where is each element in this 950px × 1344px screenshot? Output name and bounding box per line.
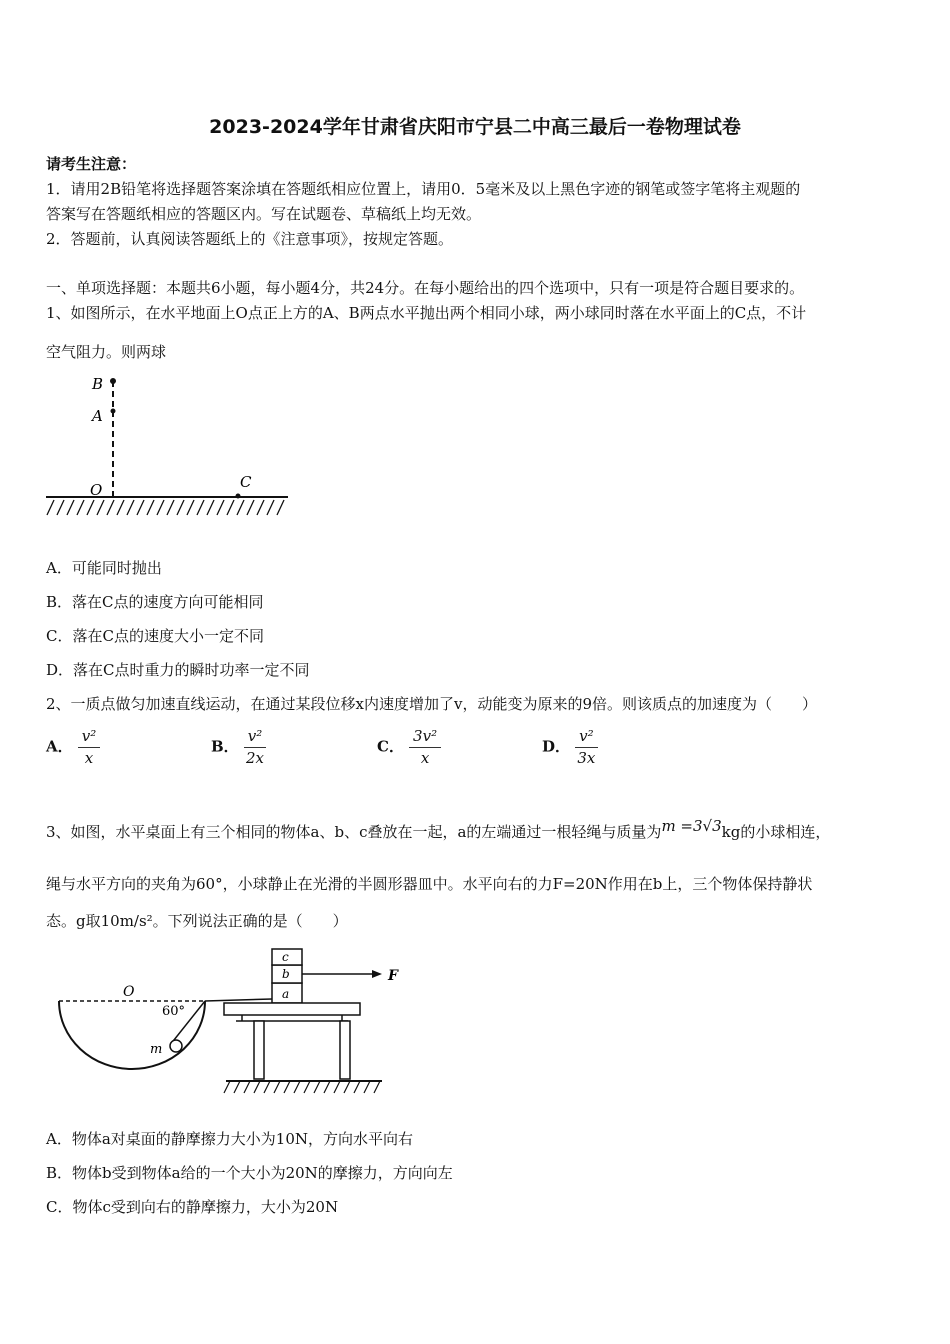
q3-stem-line-1 [46, 817, 831, 842]
q1-label-a: A [92, 407, 103, 425]
q1-option-c: C．落在C点的速度大小一定不同 [46, 627, 264, 645]
q2-option-d-numerator: v² [575, 728, 598, 748]
q3-stem-line-1-end: kg的小球相连， [721, 823, 831, 841]
q2-option-a-denominator: x [84, 748, 94, 767]
q2-option-c [377, 728, 441, 766]
q1-stem-line-2: 空气阻力。则两球 [46, 343, 167, 361]
q3-label-o: O [123, 984, 135, 1000]
q1-stem-line-1: 1、如图所示，在水平地面上O点正上方的A、B两点水平抛出两个相同小球，两小球同时落在水平面上的C点，不计 [46, 304, 807, 322]
q2-option-a-label: A． [46, 737, 73, 756]
section-heading: 一、单项选择题：本题共6小题，每小题4分，共24分。在每小题给出的四个选项中，只有一项是符合题目要求的。 [46, 279, 805, 297]
notice-line-3: 2．答题前，认真阅读答题纸上的《注意事项》，按规定答题。 [46, 230, 454, 248]
q1-label-o: O [90, 481, 103, 499]
page-title: 2023-2024学年甘肃省庆阳市宁县二中高三最后一卷物理试卷 [209, 116, 741, 138]
q3-table-bowl-figure [50, 945, 420, 1105]
q2-option-d [542, 728, 598, 766]
q1-option-b: B．落在C点的速度方向可能相同 [46, 593, 264, 611]
q2-option-b [211, 728, 266, 766]
q1-projectile-figure [40, 365, 300, 525]
q3-label-b: b [282, 967, 290, 981]
q3-label-a: a [282, 987, 290, 1001]
notice-line-1: 1．请用2B铅笔将选择题答案涂填在答题纸相应位置上，请用0．5毫米及以上黑色字迹的钢笔或签字笔将主观题的 [46, 180, 801, 198]
q3-stem-line-3: 态。g取10m/s²。下列说法正确的是（ ） [46, 912, 348, 930]
q2-option-b-label: B． [211, 737, 239, 756]
q1-option-d: D．落在C点时重力的瞬时功率一定不同 [46, 661, 310, 679]
q3-option-c: C．物体c受到向右的静摩擦力，大小为20N [46, 1198, 339, 1216]
q3-stem-line-1-start: 3、如图，水平桌面上有三个相同的物体a、b、c叠放在一起，a的左端通过一根轻绳与质量为 [46, 823, 662, 841]
q2-option-a-fraction [78, 728, 101, 766]
q3-option-a: A．物体a对桌面的静摩擦力大小为10N，方向水平向右 [46, 1130, 413, 1148]
q1-option-a: A．可能同时抛出 [46, 559, 162, 577]
q2-option-a [46, 728, 100, 766]
q2-option-d-label: D． [542, 737, 571, 756]
q3-mass-formula: m =3√3 [661, 817, 722, 835]
q3-label-angle: 60° [162, 1004, 186, 1019]
notice-line-2: 答案写在答题纸相应的答题区内。写在试题卷、草稿纸上均无效。 [46, 205, 482, 223]
q3-label-f: F [388, 968, 398, 984]
q2-option-c-numerator: 3v² [409, 728, 441, 748]
q3-stem-line-2: 绳与水平方向的夹角为60°，小球静止在光滑的半圆形器皿中。水平向右的力F=20N作用在b上，三个物体保持静状 [46, 875, 813, 893]
q2-option-c-fraction [409, 728, 441, 766]
q2-option-b-denominator: 2x [246, 748, 265, 767]
q1-label-b: B [92, 375, 104, 393]
q2-option-a-numerator: v² [78, 728, 101, 748]
q3-label-c: c [282, 950, 289, 964]
q2-stem: 2、一质点做匀加速直线运动，在通过某段位移x内速度增加了v，动能变为原来的9倍。则该质点的加速度为（ ） [46, 695, 818, 713]
q3-option-b: B．物体b受到物体a给的一个大小为20N的摩擦力，方向向左 [46, 1164, 453, 1182]
q2-option-d-fraction [575, 728, 598, 766]
notice-heading: 请考生注意： [46, 155, 137, 173]
q2-option-d-denominator: 3x [577, 748, 596, 767]
q2-option-c-denominator: x [420, 748, 430, 767]
q2-option-b-fraction [244, 728, 267, 766]
q2-option-c-label: C． [377, 737, 404, 756]
q2-option-b-numerator: v² [244, 728, 267, 748]
q3-label-m: m [150, 1042, 163, 1057]
q1-label-c: C [240, 473, 252, 491]
